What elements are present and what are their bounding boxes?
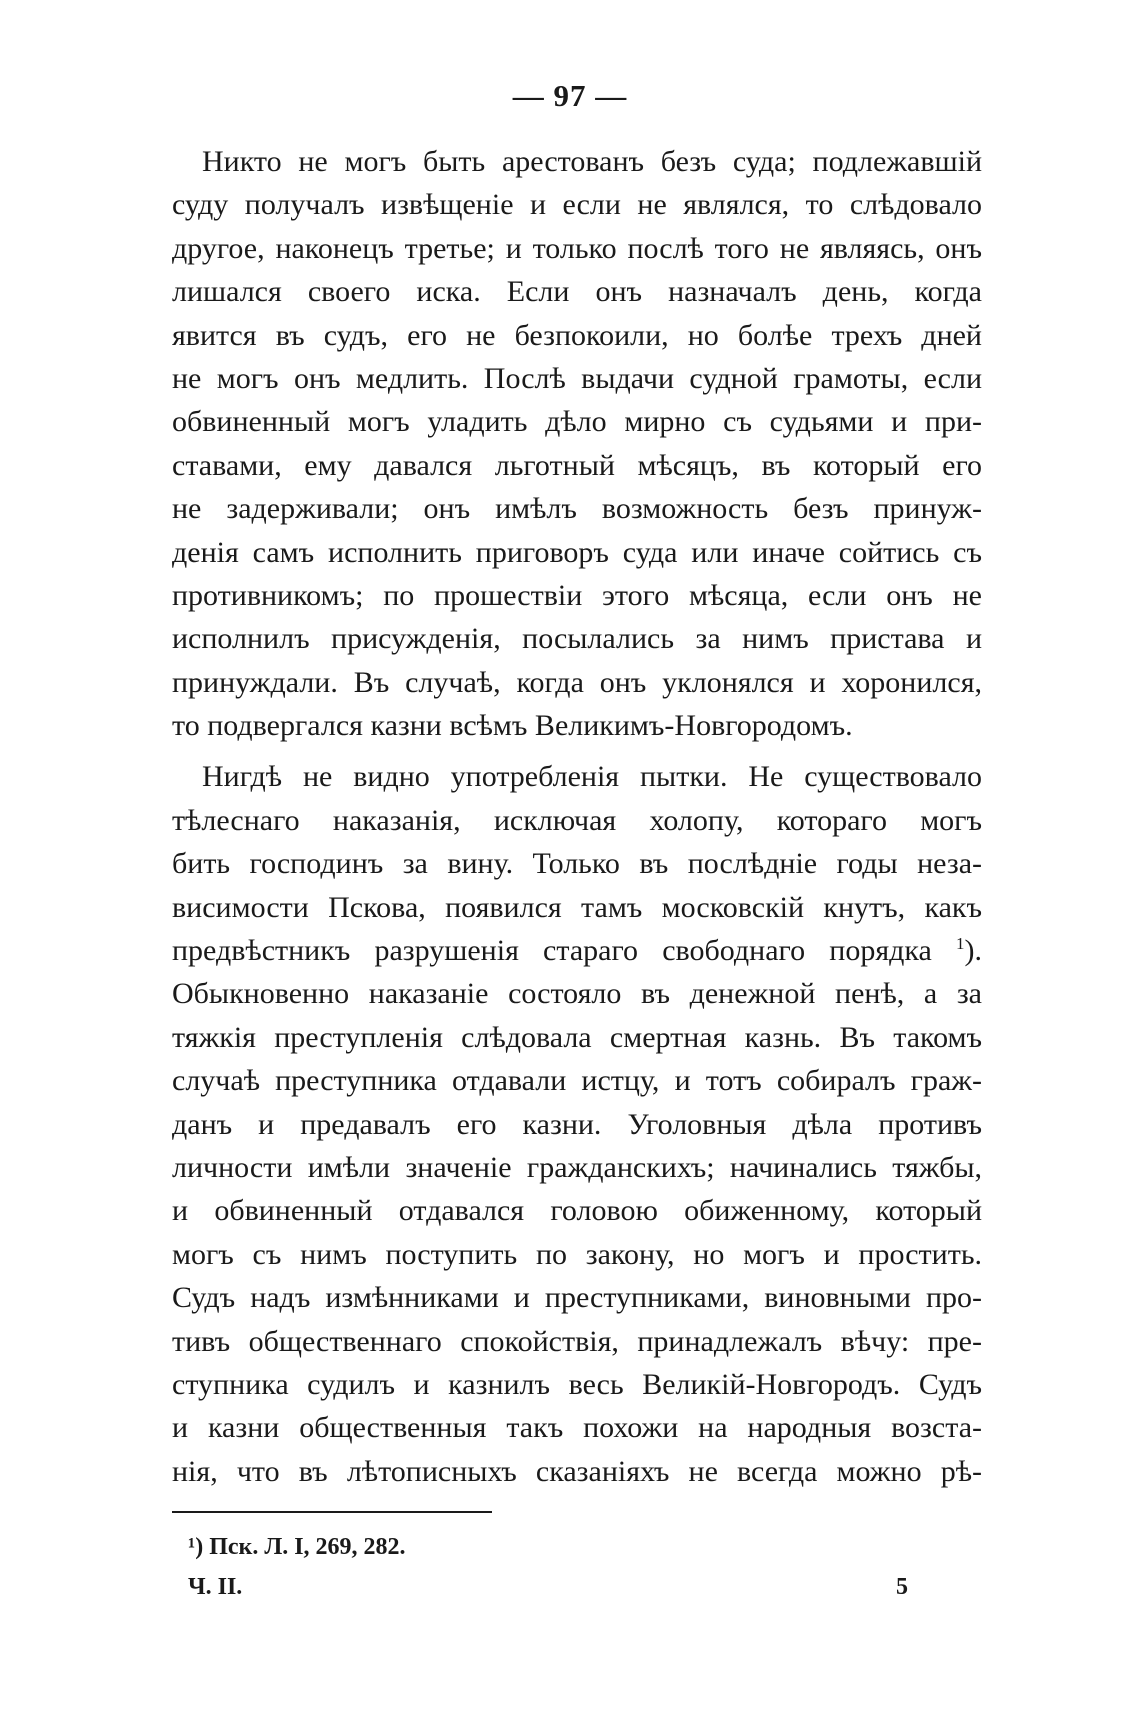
- text-line: не могъ онъ медлить. Послѣ выдачи судной грамоты, если: [172, 361, 982, 395]
- footnote-marker-suffix: ).: [964, 934, 983, 968]
- footnote-divider: [172, 1511, 492, 1513]
- paragraph-1: [172, 140, 982, 747]
- text-line: противникомъ; по прошествіи этого мѣсяца, если онъ не: [172, 578, 982, 612]
- text-line-with-footnote: [172, 929, 982, 972]
- text-line: могъ съ нимъ поступить по закону, но могъ и простить.: [172, 1237, 982, 1271]
- line-text: предвѣстникъ разрушенія стараго свободнаго порядка: [172, 934, 932, 968]
- text-line: Нигдѣ не видно употребленія пытки. Не существовало: [202, 760, 982, 794]
- paragraph-2: [172, 755, 982, 1493]
- text-line: принуждали. Въ случаѣ, когда онъ уклонялся и хоронился,: [172, 665, 982, 699]
- footnote-marker[interactable]: 1: [956, 934, 965, 954]
- text-line: не задерживали; онъ имѣлъ возможность безъ принуж-: [172, 492, 982, 526]
- text-line: ступника судилъ и казнилъ весь Великій-Новгородъ. Судъ: [172, 1367, 982, 1401]
- text-line: Никто не могъ быть арестованъ безъ суда; подлежавшій: [202, 145, 982, 178]
- text-line: тяжкія преступленія слѣдовала смертная казнь. Въ такомъ: [172, 1020, 982, 1054]
- text-line: денія самъ исполнить приговоръ суда или иначе сойтись съ: [172, 535, 982, 569]
- text-line: случаѣ преступника отдавали истцу, и тотъ собиралъ граж-: [172, 1064, 982, 1098]
- text-line: висимости Пскова, появился тамъ московскій кнутъ, какъ: [172, 890, 982, 924]
- text-line: явится въ судъ, его не безпокоили, но болѣе трехъ дней: [172, 318, 982, 352]
- sheet-number: 5: [896, 1574, 908, 1600]
- text-line: Обыкновенно наказаніе состояло въ денежной пенѣ, а за: [172, 977, 982, 1011]
- text-line: данъ и предавалъ его казни. Уголовныя дѣла противъ: [172, 1107, 982, 1141]
- text-line: личности имѣли значеніе гражданскихъ; начинались тяжбы,: [172, 1150, 982, 1184]
- text-line: ставами, ему давался льготный мѣсяцъ, въ который его: [172, 448, 982, 482]
- text-line: нія, что въ лѣтописныхъ сказаніяхъ не всегда можно рѣ-: [172, 1454, 982, 1488]
- text-line: то подвергался казни всѣмъ Великимъ-Новгородомъ.: [172, 709, 853, 743]
- signature-mark: Ч. II.: [188, 1574, 243, 1600]
- text-line: бить господинъ за вину. Только въ послѣдніе годы неза-: [172, 847, 982, 881]
- page-number: — 97 —: [512, 78, 628, 113]
- text-line: лишался своего иска. Если онъ назначалъ день, когда: [172, 275, 982, 309]
- body-text: [172, 140, 982, 1493]
- footnote: ¹) Пск. Л. I, 269, 282.: [188, 1534, 406, 1560]
- text-line: другое, наконецъ третье; и только послѣ того не являясь, онъ: [172, 231, 982, 265]
- text-line: и казни общественныя такъ похожи на народныя возста-: [172, 1411, 982, 1445]
- text-line: тивъ общественнаго спокойствія, принадлежалъ вѣчу: пре-: [172, 1324, 982, 1358]
- text-line: исполнилъ присужденія, посылались за нимъ пристава и: [172, 622, 982, 656]
- text-line: суду получалъ извѣщеніе и если не являлся, то слѣдовало: [172, 188, 982, 222]
- text-line: тѣлеснаго наказанія, исключая холопу, котораго могъ: [172, 803, 982, 837]
- text-line: Судъ надъ измѣнниками и преступниками, виновными про-: [172, 1281, 982, 1315]
- text-line: и обвиненный отдавался головою обиженному, который: [172, 1194, 982, 1228]
- text-line: обвиненный могъ уладить дѣло мирно съ судьями и при-: [172, 405, 982, 439]
